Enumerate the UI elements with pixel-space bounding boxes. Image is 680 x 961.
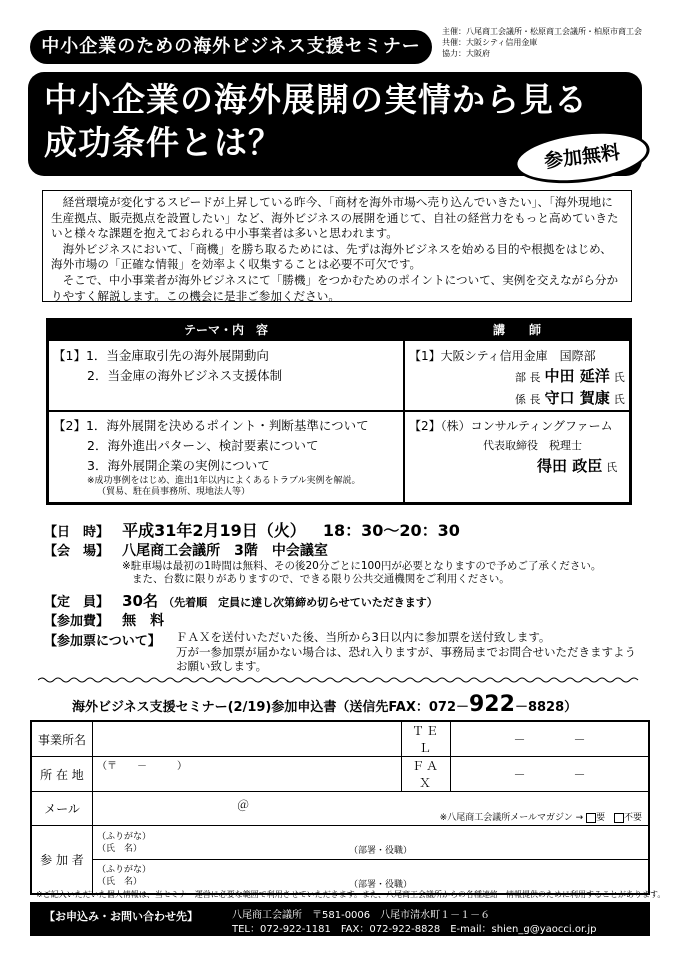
program-table [46,318,632,505]
contact-tel: TEL：072-922-1181 FAX：072-922-8828 E-mail：shien_g@yaocci.or.jp [232,924,597,935]
intro-paragraph: 経営環境が変化するスピードが上昇している昨今、「商材を海外市場へ売り込んでいきたい」、「海外現地に生産拠点、販売拠点を設置したい」など、海外ビジネスの展開を通じて、自社の経営力をもっと高めていきたいと様々な課題を抱えておられる中小事業者は多いと思われます。 [51,195,619,241]
contact-label: 【お申込み・お問い合わせ先】 [44,910,198,923]
lecturer-title: 代表取締役 税理士 [483,439,582,452]
organizer-cohost: 共催：大阪シティ信用金庫 [442,38,538,47]
venue-value: 八尾商工会議所 3階 中会議室 [122,543,328,559]
theme-item: 【1】1．当金庫取引先の海外展開動向 [53,348,269,363]
cut-line [38,676,644,684]
lecturer-header: 講 師 [404,320,631,341]
tel-dashes: － － [513,732,586,747]
theme-item: 3．海外展開企業の実例について [87,458,270,473]
magazine-text: ※八尾商工会議所メールマガジン → [439,813,584,823]
magazine-no-checkbox[interactable] [614,813,624,823]
venue-note [122,560,601,586]
theme-note: （貿易、駐在員事務所、現地法人等） [97,487,251,497]
capacity-row [44,590,438,611]
participant-field[interactable] [93,826,650,860]
theme-header: テーマ・内 容 [48,320,405,341]
capacity-value: 30名 [122,592,158,610]
date-value: 平成31年2月19日（火） [122,521,306,540]
venue-note-line: ※駐車場は最初の1時間は無料、その後20分ごとに100円が必要となりますので予めご了承ください。 [122,560,602,572]
theme-item: 2．海外進出パターン、検討要素について [87,438,319,453]
fax-dashes: － － [513,767,586,782]
lecturer-name: 中田 延洋 [544,367,610,385]
name-label: （氏 名） [97,843,143,854]
ticket-label: 【参加票について】 [44,634,161,649]
ticket-line: 万が一参加票が届かない場合は、恐れ入りますが、事務局までお問合せいただきますよう [176,644,636,659]
capacity-label: 【定 員】 [44,595,110,610]
ticket-line: お願い致します。 [176,659,268,673]
lecturer-name: 守口 賀康 [544,389,610,407]
theme-item: 2．当金庫の海外ビジネス支援体制 [87,368,283,383]
time-value: 18：30〜20：30 [322,521,460,540]
honorific: 氏 [613,393,625,406]
intro-text [42,190,632,302]
fee-value: 無 料 [122,613,165,629]
dept-label: （部署・役職） [349,846,413,856]
lecturer-name: 得田 政臣 [537,457,603,475]
organizer-list [442,26,642,59]
title-line-2: 成功条件とは？ [44,123,282,162]
fax-number-b: 922 [469,692,515,717]
intro-paragraph: 海外ビジネスにおいて、「商機」を勝ち取るためには、先ずは海外ビジネスを始める目的や根拠をはじめ、海外市場の「正確な情報」を効率よく収集することは必要不可欠です。 [51,241,612,272]
venue-label: 【会 場】 [44,544,110,559]
fee-row [44,610,164,630]
company-field[interactable] [93,721,402,757]
application-title-text: 海外ビジネス支援セミナー(2/19)参加申込書（送信先FAX： [72,700,429,715]
furigana-label: （ふりがな） [97,831,152,842]
fax-number-a: 072－ [428,700,469,715]
header-band: 中小企業のための海外ビジネス支援セミナー [30,30,432,64]
fax-label: ＦＡＸ [402,757,451,792]
dept-label: （部署・役職） [349,879,413,890]
privacy-note: ※ご記入いただいた個人情報は、当セミナー運営に必要な範囲で利用させていただきます。また、八尾商工会議所からの各種連絡・情報提供のために利用することがあります。 [36,890,666,899]
tel-field[interactable] [451,721,650,757]
email-label: メール [31,792,93,826]
lecturer-row [409,388,625,410]
date-row [44,518,460,541]
organizer-host: 主催：八尾商工会議所・松原商工会議所・柏原市商工会 [442,27,642,36]
application-title [72,692,577,717]
tel-label: ＴＥＬ [402,721,451,757]
venue-row [44,540,328,560]
name-label: （氏 名） [97,877,143,888]
theme-item: 【2】1．海外展開を決めるポイント・判断基準について [53,418,369,433]
lecturer-title: 部 長 [515,371,541,384]
free-badge: 参加無料 [511,124,652,190]
honorific: 氏 [613,371,625,384]
lecturer-title: 係 長 [515,393,541,406]
honorific: 氏 [606,461,618,474]
address-label: 所 在 地 [31,757,93,792]
company-label: 事業所名 [31,721,93,757]
lecturer-org: 【2】（株）コンサルティングファーム [409,419,613,433]
contact-org: 八尾商工会議所 〒581-0006 八尾市清水町１－１－６ [232,910,491,921]
title-line-1: 中小企業の海外展開の実情から見る [44,80,588,119]
magazine-yes-checkbox[interactable] [586,813,596,823]
magazine-no-label: 不要 [623,813,642,823]
date-label: 【日 時】 [44,525,110,540]
ticket-row [44,630,161,649]
theme-note: ※成功事例をはじめ、進出1年以内によくあるトラブル実例を解説。 [87,476,361,486]
furigana-label: （ふりがな） [97,865,152,876]
postal-placeholder: （〒 － ） [97,761,187,772]
lecturer-row [409,366,625,388]
magazine-option [440,810,642,823]
lecturer-org: 【1】大阪シティ信用金庫 国際部 [409,349,596,363]
ticket-text [176,630,646,674]
application-form [30,720,650,895]
intro-paragraph: そこで、中小事業者が海外ビジネスにて「勝機」をつかむためのポイントについて、実例を交えながら分かりやすく解説します。この機会に是非ご参加ください。 [51,272,619,303]
venue-note-line: また、台数に限りがありますので、できる限り公共交通機関をご利用ください。 [132,573,510,585]
magazine-yes-label: 要 [596,813,606,823]
fax-number-c: －8828） [514,700,578,715]
page-title [44,78,588,164]
fax-field[interactable] [451,757,650,792]
address-field[interactable] [93,757,402,792]
lecturer-row [409,456,625,478]
ticket-line: ＦＡＸを送付いただいた後、当所から3日以内に参加票を送付致します。 [176,630,551,644]
email-field[interactable] [93,792,650,826]
participant-label: 参 加 者 [31,826,93,894]
fee-label: 【参加費】 [44,614,110,629]
organizer-support: 協力：大阪府 [442,49,490,58]
capacity-note: （先着順 定員に達し次第締め切らせていただきます） [163,596,438,609]
at-sign: ＠ [237,798,250,812]
contact-bar [30,902,650,936]
